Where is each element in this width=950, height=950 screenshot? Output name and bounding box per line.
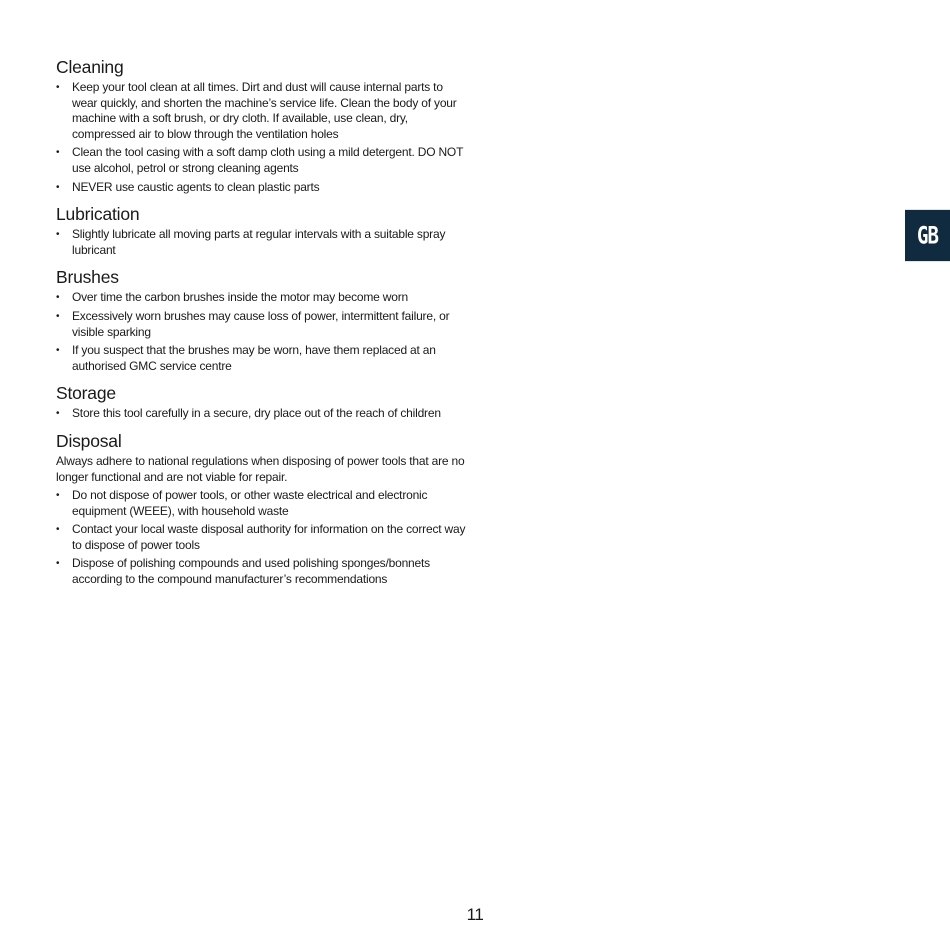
bullet-list (56, 80, 466, 195)
list-item-text: Contact your local waste disposal authority for information on the correct way to dispose of power tools (72, 522, 466, 552)
list-item (56, 343, 466, 374)
bullet-icon: • (56, 229, 60, 241)
list-item (56, 556, 466, 587)
list-item (56, 309, 466, 340)
page-number: 11 (466, 905, 484, 924)
list-item (56, 180, 466, 196)
bullet-icon: • (56, 292, 60, 304)
list-item-text: Over time the carbon brushes inside the motor may become worn (72, 290, 408, 305)
bullet-icon: • (56, 558, 60, 570)
list-item-text: If you suspect that the brushes may be worn, have them replaced at an authorised GMC service centre (72, 343, 436, 373)
language-tab: GB (905, 210, 950, 261)
section-heading: Brushes (56, 267, 119, 288)
bullet-icon: • (56, 490, 60, 502)
list-item-text: Store this tool carefully in a secure, dry place out of the reach of children (72, 406, 441, 421)
bullet-icon: • (56, 82, 60, 93)
section-lubrication (56, 203, 466, 258)
list-item-text: Slightly lubricate all moving parts at regular intervals with a suitable spray lubricant (72, 227, 446, 257)
bullet-icon: • (56, 181, 60, 193)
disposal-intro: Always adhere to national regulations when disposing of power tools that are no longer functional and are not viable for repair. (56, 453, 465, 484)
bullet-icon: • (56, 524, 60, 536)
list-item-text: NEVER use caustic agents to clean plastic parts (72, 179, 320, 194)
section-disposal (56, 430, 466, 588)
bullet-list (56, 488, 466, 588)
section-heading: Disposal (56, 430, 122, 451)
list-item (56, 290, 466, 306)
bullet-icon: • (56, 345, 60, 357)
bullet-icon: • (56, 310, 60, 322)
bullet-icon: • (56, 147, 60, 159)
section-cleaning (56, 56, 466, 195)
bullet-icon: • (56, 408, 60, 420)
list-item (56, 80, 466, 142)
list-item (56, 522, 466, 553)
list-item-text: Keep your tool clean at all times. Dirt and dust will cause internal parts to wear quickly, and shorten the machine’s service life. Clean the body of your machine with a soft brush, or dry cloth. If available, use clean, dry, compressed air to blow through the ventilation holes (72, 80, 457, 141)
bullet-list (56, 406, 466, 422)
list-item-text: Excessively worn brushes may cause loss of power, intermittent failure, or visible sparking (72, 308, 450, 339)
list-item-text: Do not dispose of power tools, or other waste electrical and electronic equipment (WEEE), with household waste (72, 488, 428, 518)
list-item (56, 406, 466, 422)
list-item (56, 227, 466, 258)
list-item-text: Dispose of polishing compounds and used polishing sponges/bonnets according to the compound manufacturer’s recommendations (72, 556, 430, 587)
section-heading: Storage (56, 383, 116, 404)
section-brushes (56, 266, 466, 374)
list-item (56, 488, 466, 519)
list-item-text: Clean the tool casing with a soft damp cloth using a mild detergent. DO NOT use alcohol, petrol or strong cleaning agents (72, 145, 463, 175)
manual-content (56, 56, 466, 596)
section-heading: Cleaning (56, 57, 124, 77)
section-storage (56, 382, 466, 422)
bullet-list (56, 227, 466, 258)
section-heading: Lubrication (56, 204, 140, 225)
list-item (56, 145, 466, 176)
bullet-list (56, 290, 466, 374)
